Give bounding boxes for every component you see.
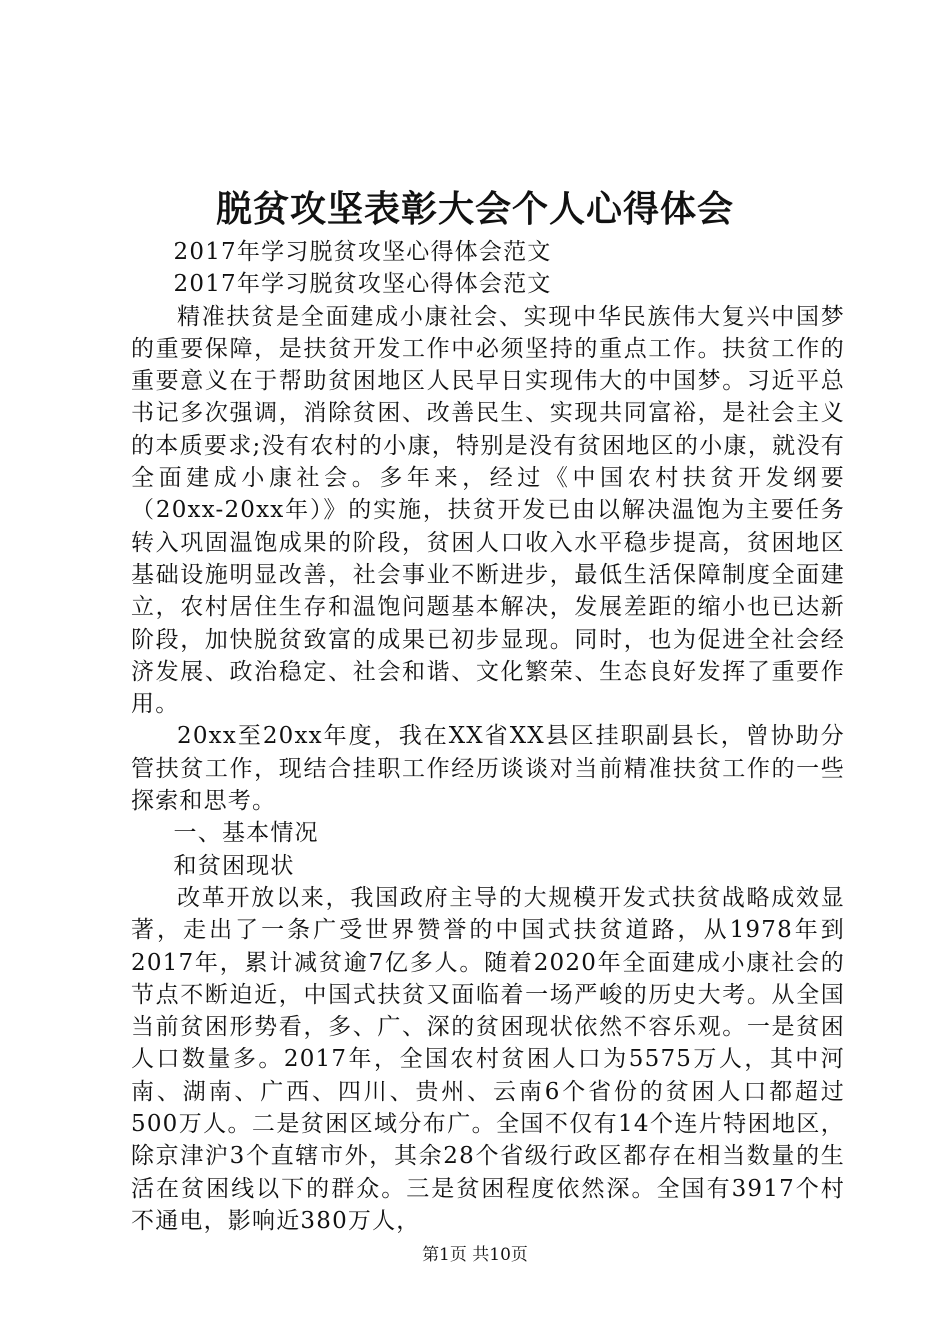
document-body: [131, 236, 845, 1237]
subtitle-line: 2017年学习脱贫攻坚心得体会范文: [173, 239, 552, 265]
subtitle-line: 2017年学习脱贫攻坚心得体会范文: [173, 271, 552, 298]
body-paragraph: 精准扶贫是全面建成小康社会、实现中华民族伟大复兴中国梦的重要保障，是扶贫开发工作中必须坚持的重点工作。扶贫工作的重要意义在于帮助贫困地区人民早日实现伟大的中国梦。习近平总书记多次强调，消除贫困、改善民生、实现共同富裕，是社会主义的本质要求;没有农村的小康，特别是没有贫困地区的小康，就没有全面建成小康社会。多年来，经过《中国农村扶贫开发纲要（20xx-20xx年）》的实施，扶贫开发已由以解决温饱为主要任务转入巩固温饱成果的阶段，贫困人口收入水平稳步提高，贫困地区基础设施明显改善，社会事业不断进步，最低生活保障制度全面建立，农村居住生存和温饱问题基本解决，发展差距的缩小也已达新阶段，加快脱贫致富的成果已初步显现。同时，也为促进全社会经济发展、政治稳定、社会和谐、文化繁荣、生态良好发挥了重要作用。: [131, 303, 845, 718]
section-heading: 和贫困现状: [173, 852, 295, 879]
page-footer: 第1页 共10页: [422, 1245, 528, 1265]
document-title: 脱贫攻坚表彰大会个人心得体会: [215, 188, 734, 230]
body-paragraph: 改革开放以来，我国政府主导的大规模开发式扶贫战略成效显著，走出了一条广受世界赞誉的中国式扶贫道路，从1978年到2017年，累计减贫逾7亿多人。随着2020年全面建成小康社会的节点不断迫近，中国式扶贫又面临着一场严峻的历史大考。从全国当前贫困形势看，多、广、深的贫困现状依然不容乐观。一是贫困人口数量多。2017年，全国农村贫困人口为5575万人，其中河南、湖南、广西、四川、贵州、云南6个省份的贫困人口都超过500万人。二是贫困区域分布广。全国不仅有14个连片特困地区，除京津沪3个直辖市外，其余28个省级行政区都存在相当数量的生活在贫困线以下的群众。三是贫困程度依然深。全国有3917个村不通电，影响近380万人，: [131, 884, 845, 1234]
body-paragraph: 20xx至20xx年度，我在XX省XX县区挂职副县长，曾协助分管扶贫工作，现结合挂职工作经历谈谈对当前精准扶贫工作的一些探索和思考。: [131, 723, 845, 815]
section-heading: 一、基本情况: [173, 820, 319, 847]
